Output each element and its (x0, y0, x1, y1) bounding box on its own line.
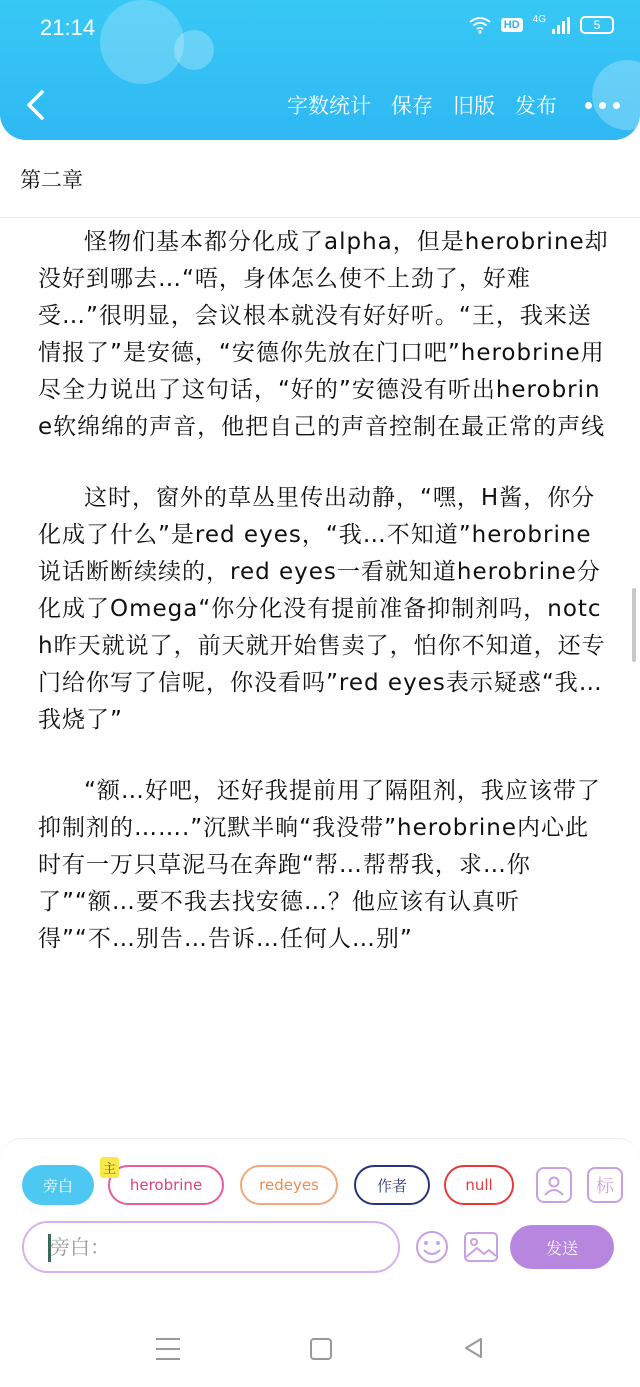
main-role-badge: 主 (100, 1157, 119, 1178)
paragraph: “额…好吧，还好我提前用了隔阻剂，我应该带了抑制剂的…….”沉默半晌“我没带”herobrine内心此时有一万只草泥马在奔跑“帮…帮帮我，求…你了”“额…要不我去找安德…？他应该有认真听得”“不…别告…告诉…任何人…别” (38, 778, 601, 952)
status-time: 21:14 (40, 15, 96, 40)
paragraph: 这时，窗外的草丛里传出动静，“嘿，H酱，你分化成了什么”是red eyes，“我…不知道”herobrine说话断断续续的，red eyes一看就知道herobrine分化成了Omega“你分化没有提前准备抑制剂吗，notch昨天就说了，前天就开始售卖了，怕你不知道，还专门给你写了信呢，你没看吗”red eyes表示疑惑“我…我烧了” (38, 485, 606, 733)
role-chip-label: herobrine (129, 1176, 203, 1194)
decorative-bubble (174, 30, 214, 70)
role-chip-herobrine[interactable] (103, 1162, 224, 1205)
signal-icon (552, 16, 570, 34)
chapter-title[interactable]: 第二章 (20, 168, 83, 192)
message-input[interactable] (22, 1221, 400, 1273)
role-chip-null[interactable]: null (444, 1165, 514, 1205)
more-icon[interactable] (577, 102, 620, 109)
hd-badge: HD (501, 18, 523, 32)
wifi-icon (469, 16, 491, 34)
recent-apps-icon[interactable] (156, 1338, 180, 1360)
scrollbar[interactable] (632, 588, 636, 662)
emoji-icon[interactable] (414, 1229, 450, 1265)
home-icon[interactable] (310, 1338, 332, 1360)
top-app-bar (0, 0, 640, 140)
person-icon[interactable] (536, 1167, 572, 1203)
role-chip-redeyes[interactable]: redeyes (240, 1165, 338, 1205)
word-count-button[interactable]: 字数统计 (287, 94, 371, 118)
divider (0, 217, 640, 218)
chapter-body[interactable] (38, 224, 610, 958)
system-nav-bar (0, 1300, 640, 1387)
back-triangle-icon[interactable] (462, 1336, 484, 1360)
text-caret (48, 1234, 51, 1262)
dialogue-composer (0, 1138, 640, 1278)
send-button[interactable]: 发送 (510, 1225, 614, 1269)
image-icon[interactable] (463, 1231, 499, 1263)
role-chip-author[interactable]: 作者 (354, 1165, 430, 1205)
role-chip-narrator[interactable]: 旁白 (22, 1165, 94, 1205)
header-toolbar (287, 90, 620, 120)
network-label: 4G (532, 13, 546, 25)
old-version-button[interactable]: 旧版 (453, 94, 495, 118)
tag-icon[interactable]: 标 (587, 1167, 623, 1203)
role-selector (22, 1162, 623, 1205)
save-button[interactable]: 保存 (391, 94, 433, 118)
paragraph: 怪物们基本都分化成了alpha，但是herobrine却没好到哪去…“唔，身体怎么使不上劲了，好难受…”很明显，会议根本就没有好好听。“王，我来送情报了”是安德，“安德你先放在门口吧”herobrine用尽全力说出了这句话，“好的”安德没有听出herobrine软绵绵的声音，他把自己的声音控制在最正常的声线 (38, 229, 609, 440)
status-icons (469, 13, 614, 34)
battery-icon: 5 (580, 16, 614, 34)
publish-button[interactable]: 发布 (515, 94, 557, 118)
back-button[interactable] (20, 88, 50, 122)
decorative-bubble (100, 0, 184, 84)
input-row (22, 1221, 400, 1273)
